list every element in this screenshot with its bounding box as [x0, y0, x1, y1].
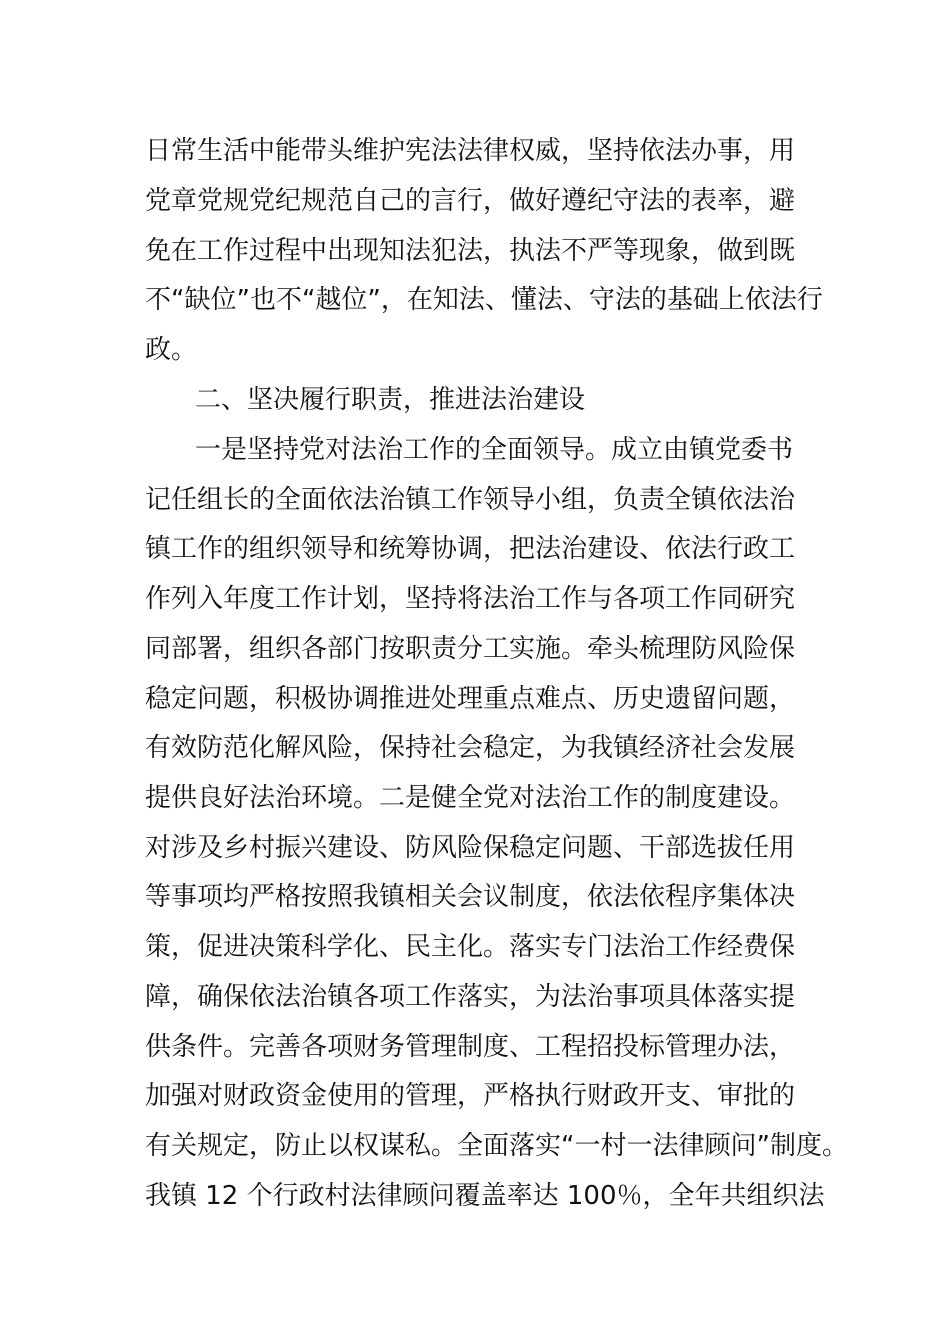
- text-line: 党章党规党纪规范自己的言行，做好遵纪守法的表率，避: [145, 186, 796, 216]
- text-line: 对涉及乡村振兴建设、防风险保稳定问题、干部选拔任用: [145, 833, 796, 863]
- text-line: 有效防范化解风险，保持社会稳定，为我镇经济社会发展: [145, 733, 796, 763]
- text-line: 稳定问题，积极协调推进处理重点难点、历史遗留问题，: [145, 684, 796, 714]
- text-line: 我镇 12 个行政村法律顾问覆盖率达 100％，全年共组织法: [145, 1181, 825, 1211]
- text-line: 免在工作过程中出现知法犯法，执法不严等现象，做到既: [145, 236, 796, 266]
- text-line: 策，促进决策科学化、民主化。落实专门法治工作经费保: [145, 932, 796, 962]
- text-line: 障，确保依法治镇各项工作落实，为法治事项具体落实提: [145, 982, 796, 1012]
- text-line: 等事项均严格按照我镇相关会议制度，依法依程序集体决: [145, 882, 796, 912]
- text-line: 加强对财政资金使用的管理，严格执行财政开支、审批的: [145, 1081, 796, 1111]
- text-line: 有关规定，防止以权谋私。全面落实“一村一法律顾问”制度。: [145, 1131, 848, 1161]
- text-line: 作列入年度工作计划，坚持将法治工作与各项工作同研究: [145, 584, 796, 614]
- text-line: 不“缺位”也不“越位”，在知法、懂法、守法的基础上依法行: [145, 285, 823, 315]
- text-line: 同部署，组织各部门按职责分工实施。牵头梳理防风险保: [145, 634, 796, 664]
- text-line: 提供良好法治环境。二是健全党对法治工作的制度建设。: [145, 783, 796, 813]
- section-heading: 二、坚决履行职责，推进法治建设: [195, 385, 586, 415]
- paragraph-first-line: 一是坚持党对法治工作的全面领导。成立由镇党委书: [195, 435, 794, 465]
- text-line: 日常生活中能带头维护宪法法律权威，坚持依法办事，用: [145, 136, 796, 166]
- text-line: 政。: [145, 335, 198, 365]
- text-line: 供条件。完善各项财务管理制度、工程招投标管理办法，: [145, 1032, 796, 1062]
- text-line: 镇工作的组织领导和统筹协调，把法治建设、依法行政工: [145, 534, 796, 564]
- text-line: 记任组长的全面依法治镇工作领导小组，负责全镇依法治: [145, 485, 796, 515]
